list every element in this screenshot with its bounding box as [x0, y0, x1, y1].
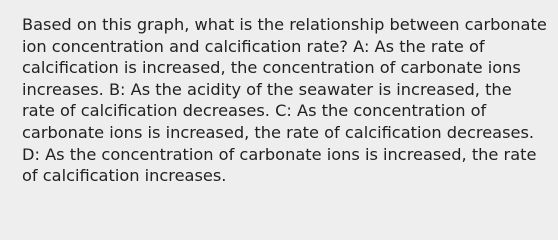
question-text: Based on this graph, what is the relationship between carbonate ion concentration and calcification rate? A: As the rate of calcification is increased, the concentration of carbonate ions increases. B: As the acidity of the seawater is increased, the rate of calcification decreases. C: As the concentration of carbonate ions is increased, the rate of calcification decreases. D: As the concentration of carbonate ions is increased, the rate of calcification increases.: [22, 15, 547, 186]
